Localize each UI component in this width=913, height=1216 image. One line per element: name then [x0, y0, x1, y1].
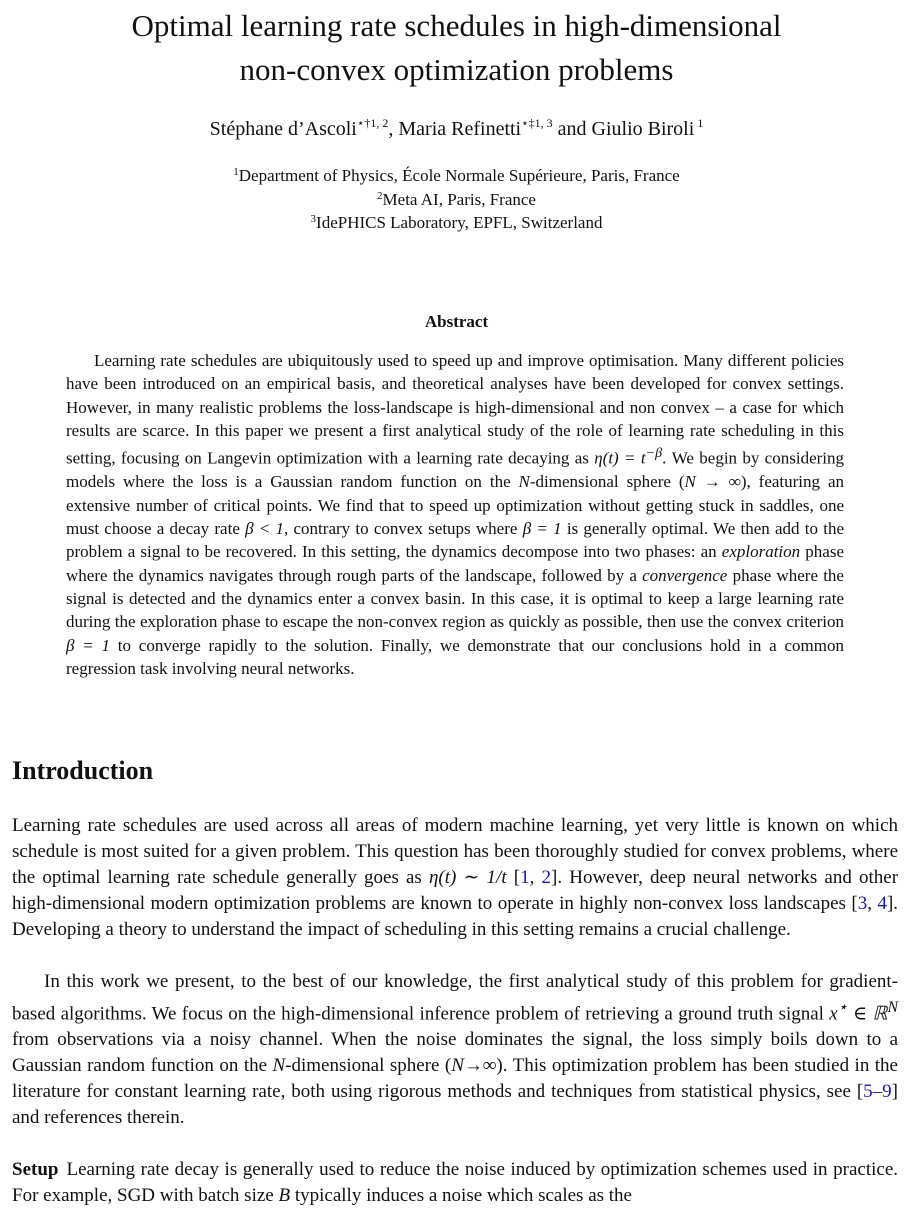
- math-sup: −β: [645, 445, 663, 462]
- author-list: [0, 114, 913, 144]
- affiliation-mark: 2: [377, 189, 383, 202]
- math-inline: B: [278, 1184, 291, 1206]
- author-marks: 1: [694, 116, 704, 130]
- abstract-body: Learning rate schedules are ubiquitously used to speed up and improve optimisation. Many different policies have been introduced on an empirical basis, and theoretical analyses have been developed for convex settings. However, in many realistic problems the loss-landscape is high-dimensional and non convex – a case for which results are scarce. In this paper we present a first analytical study of the role of learning rate scheduling in this setting, focusing on Langevin optimization with a learning rate decaying as $\eta(t) = t^{-\beta}$. We begin by considering models where the loss is a Gaussian random function on the N-dimensional sphere (N → ∞), featuring an extensive number of critical points. We find that to speed up optimization without getting stuck in saddles, one must choose a decay rate β < 1, contrary to convex setups where β = 1 is generally optimal. We then add to the problem a signal to be recovered. In this setting, the dynamics decompose into two phases: an exploration phase where the dynamics navigates through rough parts of the landscape, followed by a convergence phase where the signal is detected and the dynamics enter a convex basin. In this case, it is optimal to keep a large learning rate during the exploration phase to escape the non-convex region as quickly as possible, then use the convex criterion β = 1 to converge rapidly to the solution. Finally, we demonstrate that our conclusions hold in a common regression task involving neural networks.: [66, 351, 844, 679]
- title-line-1: Optimal learning rate schedules in high-dimensional: [131, 8, 782, 43]
- author-separator: ,: [388, 118, 399, 140]
- paragraph-label: Setup: [12, 1159, 59, 1180]
- math-inline: N: [518, 472, 530, 492]
- math-sup: ⋆: [837, 998, 848, 1016]
- citation-link[interactable]: 3: [857, 892, 868, 914]
- affiliation-text: IdePHICS Laboratory, EPFL, Switzerland: [316, 213, 603, 232]
- citation-link[interactable]: 2: [541, 866, 551, 888]
- abstract-heading: Abstract: [424, 312, 489, 331]
- emphasis: exploration: [721, 542, 801, 562]
- math-sup: N: [887, 998, 898, 1016]
- author-name: Stéphane d’Ascoli: [209, 118, 357, 140]
- affiliation-text: Department of Physics, École Normale Supérieure, Paris, France: [238, 166, 680, 185]
- affiliation: [0, 188, 913, 212]
- math-inline: ∈ ℝ: [847, 1003, 888, 1025]
- affiliation-mark: 3: [310, 213, 317, 225]
- math-inline: N → ∞: [684, 472, 741, 492]
- intro-paragraph-1: Learning rate schedules are used across all areas of modern machine learning, yet very little is known on which schedule is most suited for a given problem. This question has been thoroughly studied for convex problems, where the optimal learning rate schedule generally goes as η(t) ∼ 1/t [1, 2]. However, deep neural networks and other high-dimensional modern optimization problems are known to operate in highly non-convex loss landscapes [3, 4]. Developing a theory to understand the impact of scheduling in this setting remains a crucial challenge.: [12, 815, 899, 940]
- paper-title: [0, 4, 913, 92]
- affiliation: [0, 211, 913, 235]
- author-name: Maria Refinetti: [398, 118, 522, 140]
- affiliation-mark: 1: [233, 166, 239, 178]
- intro-paragraph-2: In this work we present, to the best of our knowledge, the first analytical study of this problem for gradient-based algorithms. We focus on the high-dimensional inference problem of retrieving a ground truth signal x⋆ ∈ ℝ$^N$ from observations via a noisy channel. When the noise dominates the signal, the loss simply boils down to a Gaussian random function on the N-dimensional sphere (N→∞). This optimization problem has been studied in the literature for constant learning rate, both using rigorous methods and techniques from statistical physics, see [5–9] and references therein.: [12, 971, 898, 1128]
- math-inline: η(t) ∼ 1/t: [428, 866, 507, 888]
- citation-link[interactable]: 1: [520, 866, 530, 888]
- citation-link[interactable]: 4: [877, 892, 887, 914]
- emphasis: convergence: [642, 565, 728, 585]
- affiliations: [0, 164, 913, 235]
- citation-link[interactable]: 5–9: [863, 1080, 892, 1102]
- math-inline: N→∞: [451, 1055, 497, 1077]
- author-separator: and: [552, 118, 592, 140]
- math-inline: β < 1: [245, 519, 285, 539]
- math-inline: x: [829, 1003, 838, 1025]
- math-inline: β = 1: [522, 519, 562, 539]
- author-marks: ⋆‡1, 3: [521, 116, 553, 130]
- setup-paragraph: Setup Learning rate decay is generally used to reduce the noise induced by optimization schemes used in practice. For example, SGD with batch size B typically induces a noise which scales as the: [12, 1159, 898, 1206]
- author-marks: ⋆†1, 2: [356, 116, 389, 130]
- author-name: Giulio Biroli: [591, 118, 695, 140]
- section-heading-introduction: Introduction: [12, 756, 154, 785]
- title-line-2: non-convex optimization problems: [239, 52, 674, 87]
- math-inline: N: [272, 1055, 286, 1077]
- affiliation: [0, 164, 913, 188]
- math-inline: η(t) = t: [594, 449, 646, 469]
- affiliation-text: Meta AI, Paris, France: [382, 189, 536, 209]
- math-inline: β = 1: [66, 635, 110, 655]
